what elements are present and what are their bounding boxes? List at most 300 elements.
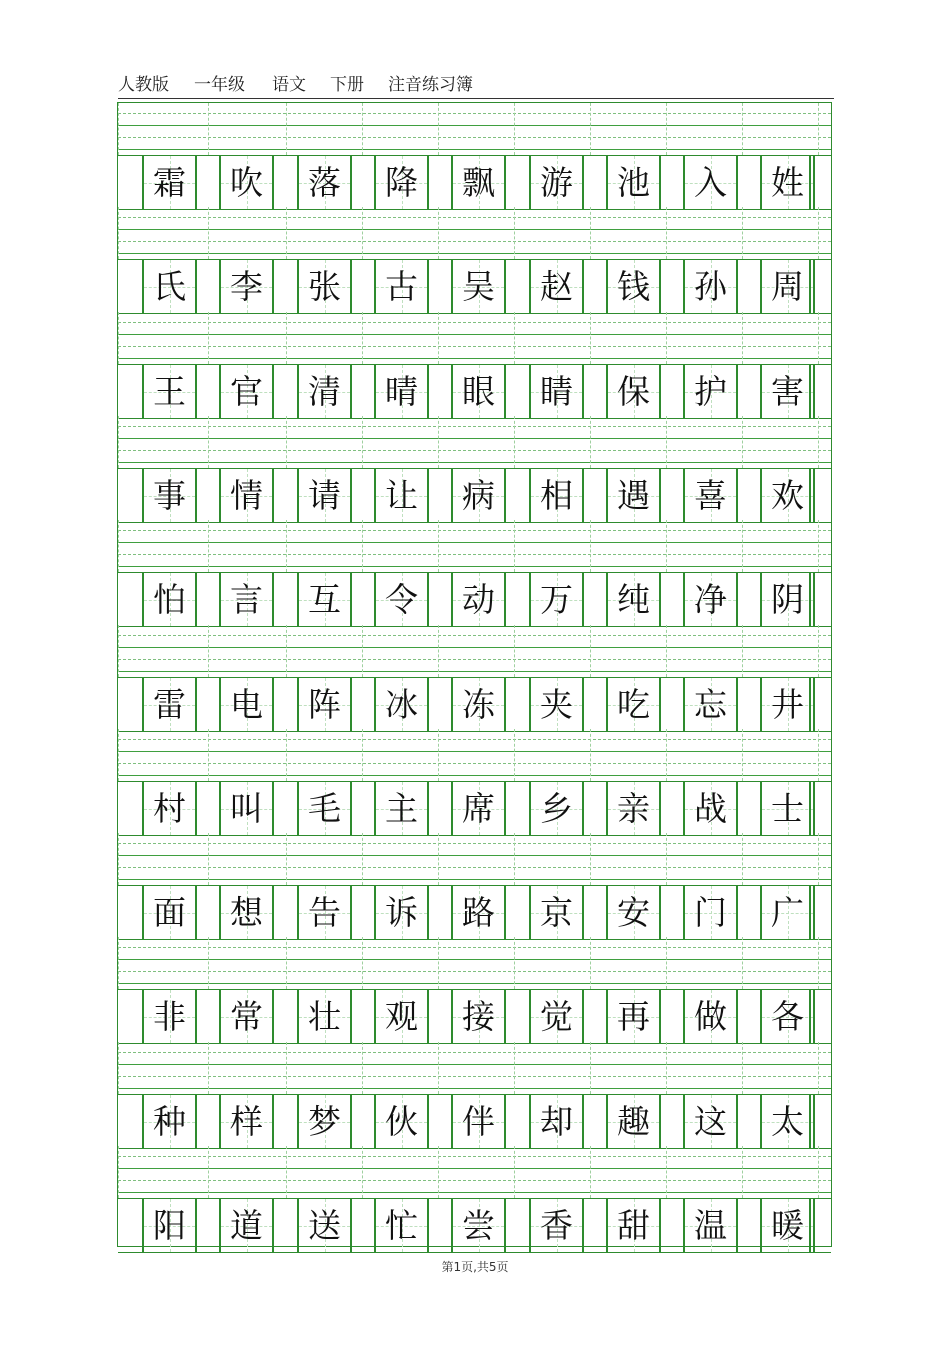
pinyin-column-divider	[514, 833, 515, 885]
pinyin-column-divider	[286, 729, 287, 781]
character: 古	[385, 267, 418, 306]
character-cell	[219, 260, 274, 313]
character-cell	[606, 678, 661, 731]
pinyin-column-divider	[438, 1042, 439, 1094]
row-right-edge	[809, 990, 811, 1043]
pinyin-column-divider	[590, 625, 591, 677]
pinyin-column-divider	[742, 207, 743, 259]
character: 晴	[385, 372, 418, 411]
character: 井	[771, 685, 804, 724]
character: 情	[230, 476, 263, 515]
character-cell	[297, 1095, 352, 1148]
character-cell	[142, 886, 197, 939]
pinyin-column-divider	[118, 1042, 119, 1094]
pinyin-guide-line	[118, 241, 831, 242]
pinyin-column-divider	[742, 520, 743, 572]
pinyin-guide-line	[118, 659, 831, 660]
pinyin-guide-line	[118, 1076, 831, 1077]
pinyin-guide-line	[118, 125, 831, 126]
pinyin-column-divider	[208, 625, 209, 677]
character-cell	[142, 260, 197, 313]
pinyin-column-divider	[362, 833, 363, 885]
character-cell	[683, 678, 738, 731]
character-cell	[219, 782, 274, 835]
character-cell	[297, 678, 352, 731]
character-row	[118, 885, 831, 940]
character-cell	[451, 990, 506, 1043]
pinyin-column-divider	[362, 1042, 363, 1094]
character-cell	[297, 990, 352, 1043]
character: 清	[308, 372, 341, 411]
pinyin-guide-line	[118, 751, 831, 752]
character-cell	[374, 469, 429, 522]
character-cell	[760, 678, 815, 731]
pinyin-column-divider	[666, 1042, 667, 1094]
character: 相	[540, 476, 573, 515]
character-cell	[374, 782, 429, 835]
character: 游	[540, 163, 573, 202]
pinyin-column-divider	[666, 729, 667, 781]
pinyin-guide-line	[118, 1088, 831, 1089]
pinyin-column-divider	[742, 1042, 743, 1094]
pinyin-column-divider	[362, 625, 363, 677]
pinyin-guide-line	[118, 647, 831, 648]
character: 眼	[462, 372, 495, 411]
character-cell	[683, 365, 738, 418]
pinyin-column-divider	[742, 729, 743, 781]
pinyin-guide-line	[118, 635, 831, 636]
character-cell	[760, 886, 815, 939]
row-right-edge	[809, 156, 811, 209]
pinyin-column-divider	[590, 103, 591, 155]
character: 氏	[153, 267, 186, 306]
character: 喜	[694, 476, 727, 515]
character-cell	[219, 886, 274, 939]
character-cell	[683, 1095, 738, 1148]
pinyin-column-divider	[362, 1146, 363, 1198]
character-cell	[529, 365, 584, 418]
pinyin-column-divider	[362, 103, 363, 155]
pinyin-column-divider	[514, 625, 515, 677]
character: 门	[694, 893, 727, 932]
character-cell	[219, 678, 274, 731]
character: 吴	[462, 267, 495, 306]
pinyin-guide-line	[118, 358, 831, 359]
character: 暖	[771, 1206, 804, 1245]
pinyin-column-divider	[818, 207, 819, 259]
character: 动	[462, 580, 495, 619]
pinyin-column-divider	[590, 207, 591, 259]
row-right-edge	[809, 1199, 811, 1252]
character: 却	[540, 1102, 573, 1141]
pinyin-guide-line	[118, 322, 831, 323]
pinyin-column-divider	[514, 312, 515, 364]
character-cell	[374, 678, 429, 731]
character-cell	[142, 1199, 197, 1252]
pinyin-band	[118, 103, 831, 155]
pinyin-band	[118, 833, 831, 885]
character: 种	[153, 1102, 186, 1141]
header-subject: 语文	[272, 75, 306, 95]
pinyin-column-divider	[208, 937, 209, 989]
pinyin-column-divider	[208, 1146, 209, 1198]
pinyin-guide-line	[118, 542, 831, 543]
character: 主	[385, 789, 418, 828]
character-cell	[374, 573, 429, 626]
character: 李	[230, 267, 263, 306]
pinyin-guide-line	[118, 763, 831, 764]
character: 病	[462, 476, 495, 515]
pinyin-guide-line	[118, 971, 831, 972]
pinyin-column-divider	[118, 625, 119, 677]
character: 士	[771, 789, 804, 828]
pinyin-column-divider	[286, 103, 287, 155]
pinyin-column-divider	[590, 937, 591, 989]
character: 令	[385, 580, 418, 619]
header-grade: 一年级	[194, 75, 245, 95]
character-cell	[374, 1095, 429, 1148]
character-cell	[683, 1199, 738, 1252]
pinyin-column-divider	[818, 937, 819, 989]
character: 王	[153, 372, 186, 411]
pinyin-column-divider	[286, 1042, 287, 1094]
pinyin-guide-line	[118, 1052, 831, 1053]
character: 雷	[153, 685, 186, 724]
pinyin-column-divider	[590, 833, 591, 885]
character: 忘	[694, 685, 727, 724]
character-cell	[606, 156, 661, 209]
pinyin-column-divider	[818, 1042, 819, 1094]
character: 孙	[694, 267, 727, 306]
character-cell	[683, 782, 738, 835]
character: 阳	[153, 1206, 186, 1245]
character-cell	[606, 469, 661, 522]
character-cell	[760, 573, 815, 626]
character-cell	[451, 886, 506, 939]
pinyin-column-divider	[286, 207, 287, 259]
character-cell	[374, 260, 429, 313]
character-cell	[760, 990, 815, 1043]
character: 阵	[308, 685, 341, 724]
character-cell	[297, 782, 352, 835]
pinyin-column-divider	[286, 1146, 287, 1198]
pinyin-band	[118, 207, 831, 259]
pinyin-guide-line	[118, 438, 831, 439]
row-right-edge	[809, 260, 811, 313]
pinyin-column-divider	[590, 416, 591, 468]
header-publisher: 人教版	[118, 75, 169, 95]
character: 夹	[540, 685, 573, 724]
pinyin-column-divider	[666, 207, 667, 259]
character-cell	[374, 1199, 429, 1252]
character-cell	[374, 156, 429, 209]
pinyin-guide-line	[118, 113, 831, 114]
character-cell	[529, 156, 584, 209]
pinyin-column-divider	[590, 312, 591, 364]
character-row	[118, 677, 831, 732]
pinyin-column-divider	[438, 207, 439, 259]
character: 张	[308, 267, 341, 306]
pinyin-column-divider	[362, 937, 363, 989]
pinyin-guide-line	[118, 1064, 831, 1065]
character-cell	[451, 782, 506, 835]
character-cell	[606, 365, 661, 418]
character-cell	[683, 156, 738, 209]
pinyin-column-divider	[438, 1146, 439, 1198]
pinyin-column-divider	[118, 520, 119, 572]
header-volume: 下册	[330, 75, 364, 95]
pinyin-column-divider	[438, 937, 439, 989]
character-cell	[374, 365, 429, 418]
pinyin-column-divider	[118, 207, 119, 259]
character-cell	[529, 886, 584, 939]
pinyin-column-divider	[438, 625, 439, 677]
character-cell	[606, 886, 661, 939]
character: 道	[230, 1206, 263, 1245]
character-cell	[529, 260, 584, 313]
pinyin-column-divider	[742, 312, 743, 364]
pinyin-guide-line	[118, 1156, 831, 1157]
pinyin-column-divider	[438, 729, 439, 781]
character: 请	[308, 476, 341, 515]
pinyin-column-divider	[818, 520, 819, 572]
character: 告	[308, 893, 341, 932]
character-cell	[683, 469, 738, 522]
character: 乡	[540, 789, 573, 828]
character-cell	[529, 1199, 584, 1252]
character: 观	[385, 997, 418, 1036]
pinyin-guide-line	[118, 671, 831, 672]
character: 电	[230, 685, 263, 724]
character: 做	[694, 997, 727, 1036]
character-cell	[451, 1199, 506, 1252]
pinyin-column-divider	[208, 103, 209, 155]
row-right-edge	[809, 365, 811, 418]
character: 伴	[462, 1102, 495, 1141]
character-cell	[606, 573, 661, 626]
pinyin-column-divider	[742, 416, 743, 468]
character-cell	[142, 573, 197, 626]
pinyin-column-divider	[742, 625, 743, 677]
character-cell	[374, 990, 429, 1043]
character-cell	[606, 1199, 661, 1252]
character: 飘	[462, 163, 495, 202]
character-cell	[142, 156, 197, 209]
pinyin-column-divider	[362, 520, 363, 572]
row-right-edge	[809, 886, 811, 939]
pinyin-column-divider	[818, 416, 819, 468]
character: 想	[230, 893, 263, 932]
pinyin-column-divider	[438, 833, 439, 885]
pinyin-column-divider	[208, 312, 209, 364]
pinyin-column-divider	[666, 520, 667, 572]
pinyin-band	[118, 937, 831, 989]
character-cell	[606, 260, 661, 313]
pinyin-column-divider	[666, 1146, 667, 1198]
pinyin-guide-line	[118, 253, 831, 254]
character: 阴	[771, 580, 804, 619]
pinyin-column-divider	[514, 207, 515, 259]
character-row	[118, 989, 831, 1044]
character-cell	[142, 678, 197, 731]
character: 常	[230, 997, 263, 1036]
character: 降	[385, 163, 418, 202]
pinyin-column-divider	[818, 312, 819, 364]
pinyin-band	[118, 520, 831, 572]
character-cell	[219, 1095, 274, 1148]
character-cell	[529, 782, 584, 835]
character: 护	[694, 372, 727, 411]
pinyin-column-divider	[514, 103, 515, 155]
character-cell	[297, 886, 352, 939]
character-cell	[142, 782, 197, 835]
character: 亲	[617, 789, 650, 828]
row-right-edge	[809, 1095, 811, 1148]
character: 梦	[308, 1102, 341, 1141]
character: 官	[230, 372, 263, 411]
character-cell	[451, 260, 506, 313]
character-cell	[451, 678, 506, 731]
pinyin-column-divider	[208, 833, 209, 885]
character: 净	[694, 580, 727, 619]
character-cell	[297, 469, 352, 522]
pinyin-column-divider	[666, 416, 667, 468]
pinyin-column-divider	[286, 312, 287, 364]
pinyin-column-divider	[514, 416, 515, 468]
character: 尝	[462, 1206, 495, 1245]
character-cell	[451, 573, 506, 626]
pinyin-guide-line	[118, 554, 831, 555]
pinyin-guide-line	[118, 426, 831, 427]
pinyin-column-divider	[118, 312, 119, 364]
character: 吃	[617, 685, 650, 724]
character: 言	[230, 580, 263, 619]
character-cell	[142, 469, 197, 522]
page-header	[118, 66, 834, 98]
character: 吹	[230, 163, 263, 202]
pinyin-column-divider	[286, 416, 287, 468]
row-right-edge	[809, 573, 811, 626]
row-right-edge	[809, 469, 811, 522]
character-cell	[683, 990, 738, 1043]
character: 甜	[617, 1206, 650, 1245]
character: 姓	[771, 163, 804, 202]
character-cell	[142, 990, 197, 1043]
character-cell	[297, 573, 352, 626]
pinyin-column-divider	[438, 103, 439, 155]
pinyin-guide-line	[118, 137, 831, 138]
pinyin-column-divider	[438, 312, 439, 364]
pinyin-column-divider	[286, 833, 287, 885]
pinyin-band	[118, 1146, 831, 1198]
pinyin-column-divider	[438, 520, 439, 572]
pinyin-guide-line	[118, 149, 831, 150]
character: 送	[308, 1206, 341, 1245]
pinyin-column-divider	[514, 1146, 515, 1198]
character: 面	[153, 893, 186, 932]
character-cell	[683, 573, 738, 626]
character: 诉	[385, 893, 418, 932]
pinyin-column-divider	[666, 312, 667, 364]
pinyin-column-divider	[362, 729, 363, 781]
pinyin-guide-line	[118, 867, 831, 868]
pinyin-guide-line	[118, 855, 831, 856]
pinyin-column-divider	[818, 833, 819, 885]
character-cell	[219, 1199, 274, 1252]
pinyin-column-divider	[118, 937, 119, 989]
character: 席	[462, 789, 495, 828]
character-cell	[451, 469, 506, 522]
character-cell	[760, 365, 815, 418]
pinyin-column-divider	[514, 520, 515, 572]
pinyin-column-divider	[208, 520, 209, 572]
character: 毛	[308, 789, 341, 828]
character-cell	[297, 365, 352, 418]
pinyin-guide-line	[118, 739, 831, 740]
pinyin-column-divider	[286, 937, 287, 989]
character-cell	[606, 782, 661, 835]
character: 再	[617, 997, 650, 1036]
pinyin-guide-line	[118, 1168, 831, 1169]
character-cell	[451, 1095, 506, 1148]
character: 落	[308, 163, 341, 202]
character: 霜	[153, 163, 186, 202]
character-cell	[297, 1199, 352, 1252]
character-cell	[451, 156, 506, 209]
character: 万	[540, 580, 573, 619]
character-cell	[606, 1095, 661, 1148]
character: 赵	[540, 267, 573, 306]
pinyin-column-divider	[362, 416, 363, 468]
character-row	[118, 155, 831, 210]
pinyin-guide-line	[118, 334, 831, 335]
pinyin-band	[118, 312, 831, 364]
character-cell	[529, 990, 584, 1043]
character-cell	[451, 365, 506, 418]
character-row	[118, 364, 831, 419]
character: 遇	[617, 476, 650, 515]
character-row	[118, 259, 831, 314]
character-cell	[760, 1199, 815, 1252]
character-cell	[219, 365, 274, 418]
character: 村	[153, 789, 186, 828]
character: 香	[540, 1206, 573, 1245]
pinyin-column-divider	[590, 520, 591, 572]
character: 睛	[540, 372, 573, 411]
pinyin-column-divider	[118, 729, 119, 781]
character-cell	[760, 469, 815, 522]
pinyin-column-divider	[208, 207, 209, 259]
character-cell	[297, 156, 352, 209]
pinyin-column-divider	[362, 312, 363, 364]
character: 广	[771, 893, 804, 932]
pinyin-column-divider	[286, 520, 287, 572]
pinyin-guide-line	[118, 346, 831, 347]
character: 伙	[385, 1102, 418, 1141]
pinyin-guide-line	[118, 530, 831, 531]
pinyin-guide-line	[118, 229, 831, 230]
pinyin-band	[118, 625, 831, 677]
character-cell	[606, 990, 661, 1043]
character: 钱	[617, 267, 650, 306]
character-cell	[142, 365, 197, 418]
character: 周	[771, 267, 804, 306]
pinyin-column-divider	[742, 1146, 743, 1198]
pinyin-column-divider	[208, 1042, 209, 1094]
pinyin-column-divider	[818, 625, 819, 677]
character-cell	[529, 1095, 584, 1148]
character: 觉	[540, 997, 573, 1036]
